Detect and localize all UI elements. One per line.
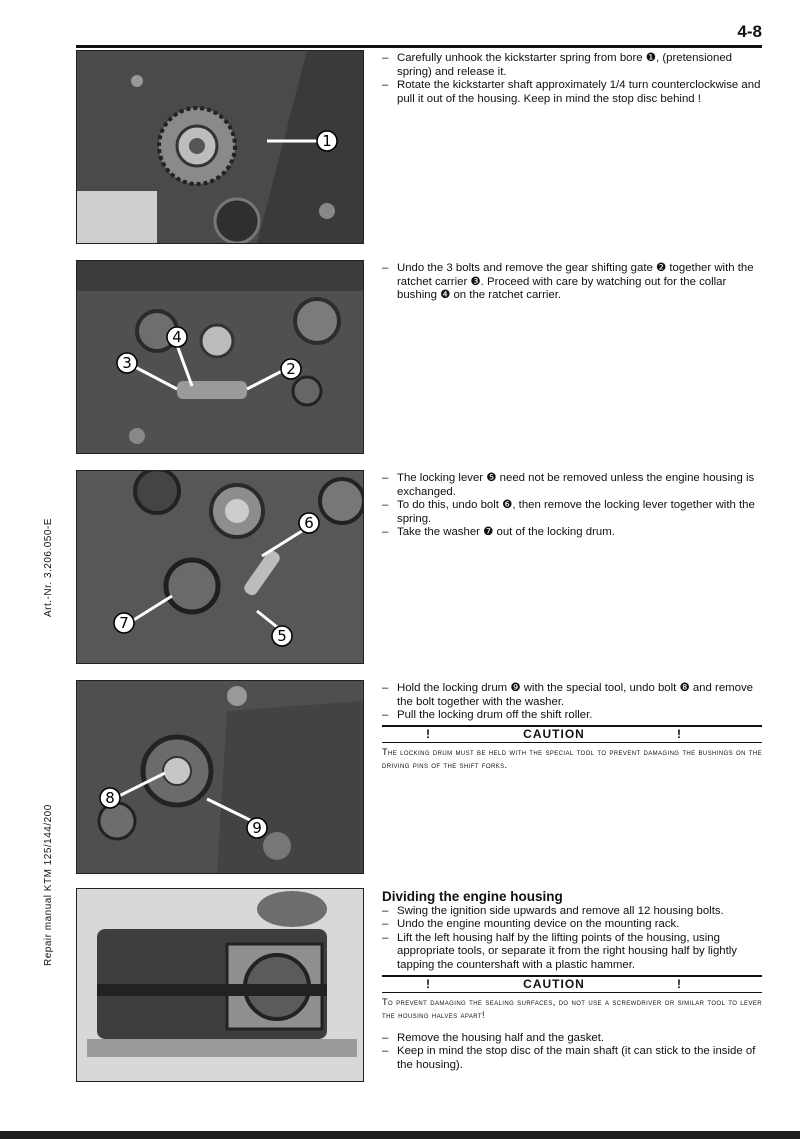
caution-label: CAUTION bbox=[523, 726, 585, 741]
callout-3-label: 3 bbox=[122, 354, 132, 372]
caution-heading bbox=[382, 975, 762, 993]
header-rule bbox=[76, 45, 762, 48]
photo-locking-lever bbox=[76, 470, 364, 664]
list-item: – Remove the housing half and the gasket. bbox=[382, 1032, 762, 1046]
footer-bar bbox=[0, 1131, 800, 1139]
list-item: – Undo the engine mounting device on the mounting rack. bbox=[382, 918, 762, 932]
list-item: – Swing the ignition side upwards and remove all 12 housing bolts. bbox=[382, 905, 762, 919]
section-title: Dividing the engine housing bbox=[382, 889, 563, 904]
callout-9-label: 9 bbox=[252, 819, 262, 837]
section-4-text bbox=[382, 682, 762, 772]
list-item: – Undo the 3 bolts and remove the gear shifting gate ❷ together with the ratchet carrier ❸. Proceed with care by watching out for the collar bushing ❹ on the ratchet carrier. bbox=[382, 262, 762, 303]
photo-locking-drum bbox=[76, 680, 364, 874]
section-1-text bbox=[382, 52, 762, 106]
photo-kickstarter bbox=[76, 50, 364, 244]
list-item: – The locking lever ❺ need not be removed unless the engine housing is exchanged. bbox=[382, 472, 762, 499]
callout-1-label: 1 bbox=[322, 132, 332, 150]
list-item: – Carefully unhook the kickstarter spring from bore ❶, (pretensioned spring) and release it. bbox=[382, 52, 762, 79]
section-3-text bbox=[382, 472, 762, 540]
page-number: 4-8 bbox=[737, 22, 762, 41]
callout-5-label: 5 bbox=[277, 627, 287, 645]
list-item: – Hold the locking drum ❾ with the special tool, undo bolt ❽ and remove the bolt together with the washer. bbox=[382, 682, 762, 709]
article-number: Art.-Nr. 3.206.050-E bbox=[43, 518, 54, 617]
photo-gear-shifting-gate bbox=[76, 260, 364, 454]
manual-title: Repair manual KTM 125/144/200 bbox=[43, 804, 54, 966]
caution-mark: ! bbox=[676, 976, 682, 991]
caution-mark: ! bbox=[426, 976, 431, 991]
caution-mark: ! bbox=[676, 726, 682, 741]
caution-text: The locking drum must be held with the special tool to prevent damaging the bushings on the driving pins of the shift forks. bbox=[382, 746, 762, 770]
list-item: – Lift the left housing half by the lifting points of the housing, using appropriate tools, or separate it from the right housing half by lightly tapping the countershaft with a plastic hammer. bbox=[382, 932, 762, 973]
caution-text: To prevent damaging the sealing surfaces, do not use a screwdriver or similar tool to lever the housing halves apart! bbox=[382, 996, 762, 1020]
callout-2-label: 2 bbox=[286, 360, 296, 378]
list-item: – Pull the locking drum off the shift roller. bbox=[382, 709, 762, 723]
callout-8-label: 8 bbox=[105, 789, 115, 807]
list-item: – Take the washer ❼ out of the locking drum. bbox=[382, 526, 762, 540]
caution-heading bbox=[382, 725, 762, 743]
section-5-text bbox=[382, 890, 762, 1072]
callout-4-label: 4 bbox=[172, 328, 182, 346]
list-item: – Keep in mind the stop disc of the main shaft (it can stick to the inside of the housing). bbox=[382, 1045, 762, 1072]
section-2-text bbox=[382, 262, 762, 303]
photo-dividing-housing bbox=[76, 888, 364, 1082]
caution-mark: ! bbox=[426, 726, 431, 741]
list-item: – Rotate the kickstarter shaft approximately 1/4 turn counterclockwise and pull it out of the housing. Keep in mind the stop disc behind ! bbox=[382, 79, 762, 106]
list-item: – To do this, undo bolt ❻, then remove the locking lever together with the spring. bbox=[382, 499, 762, 526]
callout-6-label: 6 bbox=[304, 514, 314, 532]
callout-7-label: 7 bbox=[119, 614, 129, 632]
caution-label: CAUTION bbox=[523, 976, 585, 991]
